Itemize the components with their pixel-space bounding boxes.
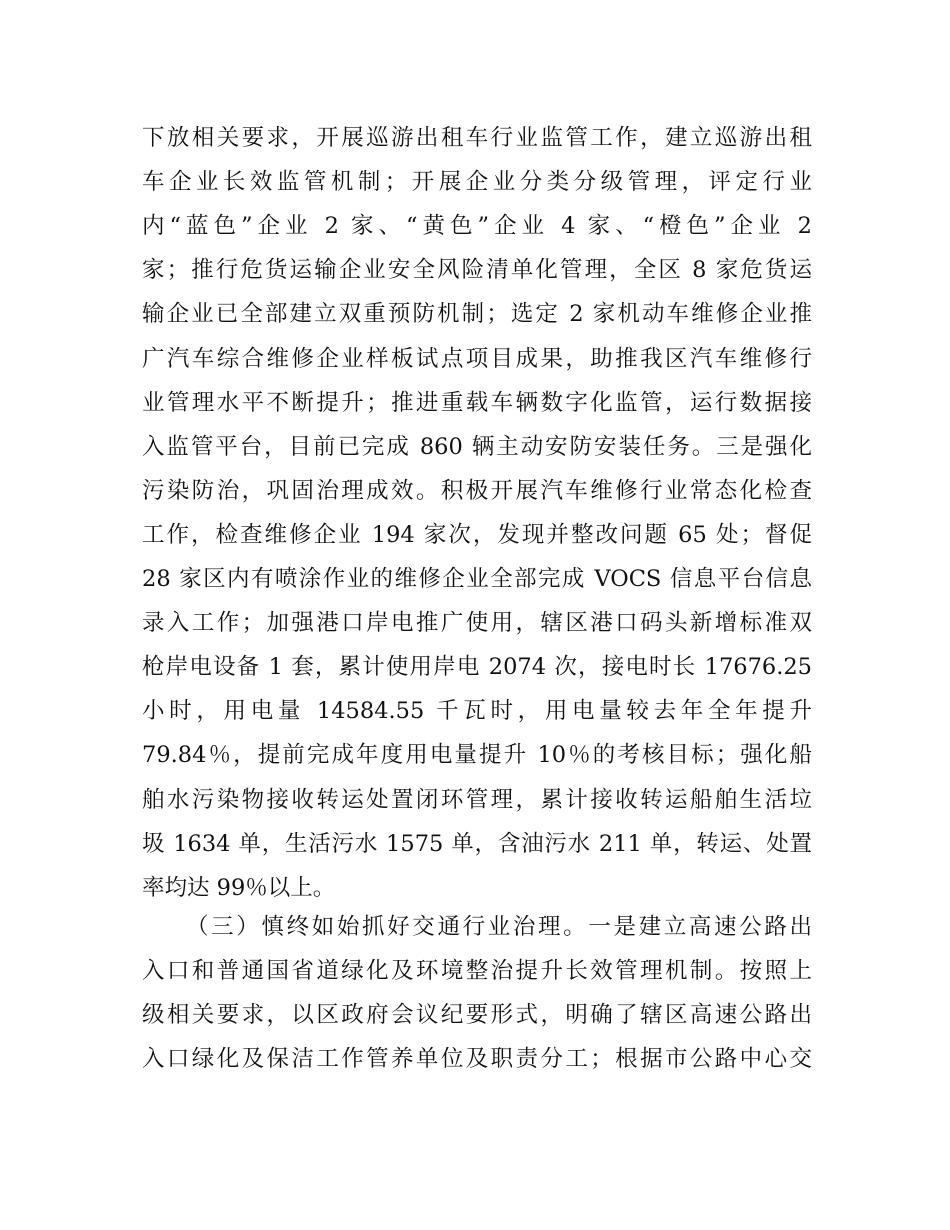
text-line: 业管理水平不断提升；推进重载车辆数字化监管，运行数据接 (142, 389, 812, 416)
text-line: 28 家区内有喷涂作业的维修企业全部完成 VOCS 信息平台信息 (142, 566, 812, 592)
text-line: 圾 1634 单，生活污水 1575 单，含油污水 211 单，转运、处置 (142, 830, 812, 857)
text-line: 入口绿化及保洁工作管养单位及职责分工；根据市公路中心交 (142, 1046, 812, 1073)
text-line: 录入工作；加强港口岸电推广使用，辖区港口码头新增标准双 (142, 610, 812, 637)
text-line: 污染防治，巩固治理成效。积极开展汽车维修行业常态化检查 (142, 477, 812, 504)
text-line: 79.84％，提前完成年度用电量提升 10％的考核目标；强化船 (142, 742, 812, 769)
text-line: 级相关要求，以区政府会议纪要形式，明确了辖区高速公路出 (142, 1002, 812, 1029)
text-line: 率均达 99％以上。 (142, 874, 336, 901)
text-line: 枪岸电设备 1 套，累计使用岸电 2074 次，接电时长 17676.25 (142, 654, 812, 681)
text-line: 家；推行危货运输企业安全风险清单化管理，全区 8 家危货运 (142, 257, 812, 284)
text-line: 车企业长效监管机制；开展企业分类分级管理，评定行业 (142, 169, 812, 196)
text-line: 工作，检查维修企业 194 家次，发现并整改问题 65 处；督促 (142, 521, 812, 548)
text-line: 入监管平台，目前已完成 860 辆主动安防安装任务。三是强化 (142, 433, 812, 460)
text-line: 入口和普通国省道绿化及环境整治提升长效管理机制。按照上 (142, 958, 812, 985)
text-line: 小时，用电量 14584.55 千瓦时，用电量较去年全年提升 (142, 698, 812, 725)
text-line: 下放相关要求，开展巡游出租车行业监管工作，建立巡游出租 (142, 125, 812, 151)
text-line: 广汽车综合维修企业样板试点项目成果，助推我区汽车维修行 (142, 345, 812, 372)
text-line: 输企业已全部建立双重预防机制；选定 2 家机动车维修企业推 (142, 301, 812, 328)
section-heading-line: （三）慎终如始抓好交通行业治理。一是建立高速公路出 (186, 914, 812, 940)
text-line: 舶水污染物接收转运处置闭环管理，累计接收转运船舶生活垃 (142, 786, 812, 813)
text-line: 内“蓝色”企业 2 家、“黄色”企业 4 家、“橙色”企业 2 (142, 213, 812, 240)
